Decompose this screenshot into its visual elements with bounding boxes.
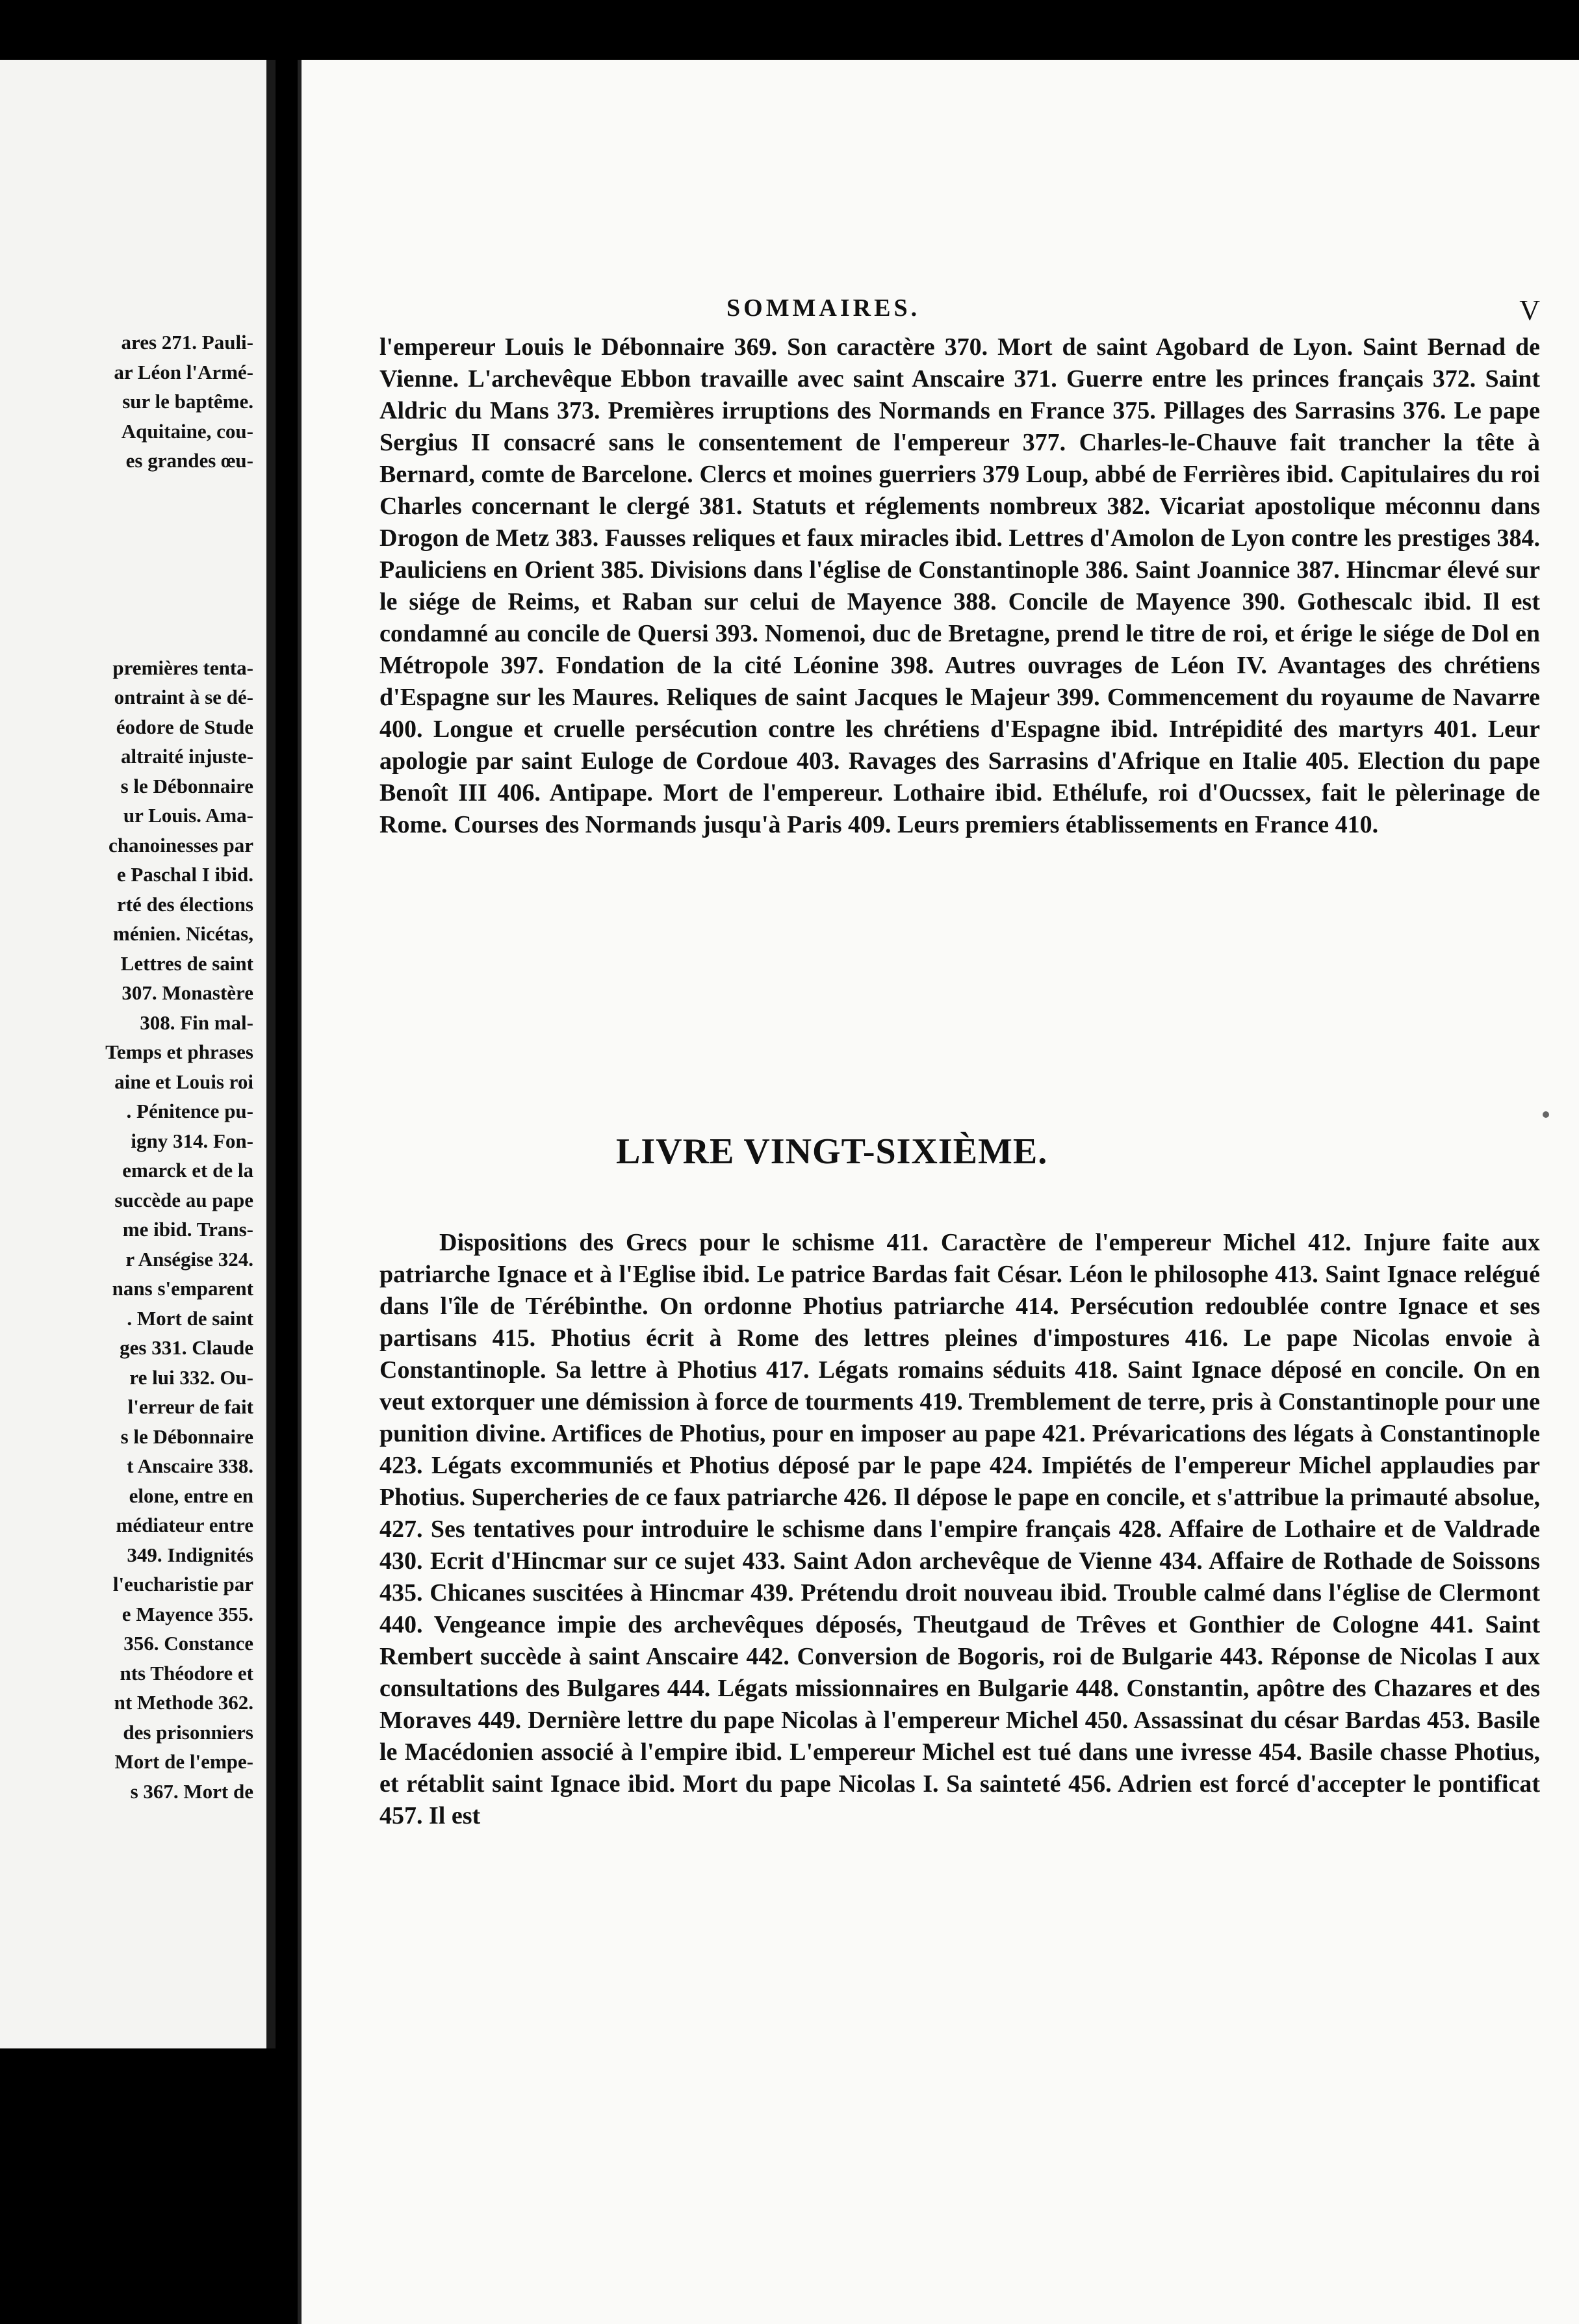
running-head <box>726 294 1540 326</box>
previous-page-line: elone, entre en <box>129 1484 253 1507</box>
page-number: V <box>1519 294 1540 326</box>
previous-page-line <box>0 535 253 565</box>
previous-page-line <box>0 594 253 624</box>
previous-page-line: Mort de l'empe- <box>114 1750 253 1773</box>
chapter-summary <box>379 1227 1540 1832</box>
previous-page-line <box>0 623 253 653</box>
current-page <box>298 60 1579 2324</box>
previous-page-line <box>0 505 253 535</box>
previous-page-line: re lui 332. Ou- <box>129 1365 253 1389</box>
previous-page-line: 349. Indignités <box>127 1543 253 1566</box>
previous-page-line: ur Louis. Ama- <box>123 804 253 827</box>
previous-page-line: s le Débonnaire <box>120 774 253 797</box>
previous-page-line: 308. Fin mal- <box>140 1011 253 1034</box>
previous-page-line: ges 331. Claude <box>120 1336 253 1359</box>
summary-continuation <box>379 331 1540 841</box>
previous-page-line: emarck et de la <box>122 1159 253 1181</box>
previous-page-text <box>0 328 253 1806</box>
ink-speck <box>1543 1111 1549 1118</box>
previous-page-line: r Anségise 324. <box>125 1247 253 1271</box>
previous-page-line: Aquitaine, cou- <box>121 419 253 443</box>
previous-page-line: altraité injuste- <box>120 745 253 768</box>
previous-page-line: igny 314. Fon- <box>131 1129 253 1152</box>
chapter-summary-paragraph: Dispositions des Grecs pour le schisme 411. Caractère de l'empereur Michel 412. Injure faite aux patriarche Ignace et à l'Eglise ibid. Le patrice Bardas fait César. Léon le philosophe 413. Saint Ignace relégué dans l'île de Térébinthe. On ordonne Photius patriarche 414. Persécution redoublée contre Ignace et ses partisans 415. Photius écrit à Rome des lettres pleines d'impostures 416. Le pape Nicolas envoie à Constantinople. Sa lettre à Photius 417. Légats romains séduits 418. Saint Ignace déposé en concile. On en veut extorquer une démission à force de tourments 419. Tremblement de terre, pris à Constantinople pour une punition divine. Artifices de Photius, pour en imposer au pape 421. Prévarications des légats à Constantinople 423. Légats excommuniés et Photius déposé par le pape 424. Impiétés de l'empereur Michel applaudies par Photius. Supercheries de ce faux patriarche 426. Il dépose le pape en concile, et s'attribue la primauté absolue, 427. Ses tentatives pour introduire le schisme dans l'empire français 428. Affaire de Lothaire et de Valdrade 430. Ecrit d'Hincmar sur ce sujet 433. Saint Adon archevêque de Vienne 434. Affaire de Rothade de Soissons 435. Chicanes suscitées à Hincmar 439. Prétendu droit nouveau ibid. Trouble calmé dans l'église de Clermont 440. Vengeance impie des archevêques déposés, Theutgaud de Trêves et Gonthier de Cologne 441. Saint Rembert succède à saint Anscaire 442. Conversion de Bogoris, roi de Bulgarie 443. Réponse de Nicolas I aux consultations des Bulgares 444. Légats missionnaires en Bulgarie 448. Constantin, apôtre des Chazares et des Moraves 449. Dernière lettre du pape Nicolas à l'empereur Michel 450. Assassinat du césar Bardas 453. Basile le Macédonien associé à l'empire ibid. L'empereur Michel est tué dans une ivresse 454. Basile chasse Photius, et rétablit saint Ignace ibid. Mort du pape Nicolas I. Sa sainteté 456. Adrien est forcé d'accepter le pontificat 457. Il est <box>379 1229 1540 1829</box>
previous-page-line: 307. Monastère <box>122 981 253 1004</box>
chapter-title: LIVRE VINGT-SIXIÈME. <box>616 1131 1048 1172</box>
previous-page-line: succède au pape <box>114 1188 253 1211</box>
previous-page-line: Temps et phrases <box>105 1040 253 1063</box>
previous-page-line: l'erreur de fait <box>127 1395 253 1418</box>
previous-page-line: 356. Constance <box>123 1632 253 1655</box>
previous-page-line: s 367. Mort de <box>130 1779 253 1803</box>
previous-page-line: ontraint à se dé- <box>114 686 253 708</box>
previous-page-line: Lettres de saint <box>120 951 253 975</box>
page-edge <box>298 60 302 2324</box>
page-gutter <box>266 60 276 2048</box>
previous-page-line: médiateur entre <box>116 1514 253 1536</box>
previous-page-line: l'eucharistie par <box>112 1573 253 1595</box>
previous-page-line: t Anscaire 338. <box>127 1454 253 1477</box>
previous-page-line: des prisonniers <box>123 1720 253 1744</box>
running-head-title: SOMMAIRES. <box>726 294 921 322</box>
previous-page-line: rté des élections <box>116 892 253 916</box>
summary-paragraph: l'empereur Louis le Débonnaire 369. Son caractère 370. Mort de saint Agobard de Lyon. Saint Bernad de Vienne. L'archevêque Ebbon travaille avec saint Anscaire 371. Guerre entre les princes français 372. Saint Aldric du Mans 373. Premières irruptions des Normands en France 375. Pillages des Sarrasins 376. Le pape Sergius II consacré sans le consentement de l'empereur 377. Charles-le-Chauve fait trancher la tête à Bernard, comte de Barcelone. Clercs et moines guerriers 379 Loup, abbé de Ferrières ibid. Capitulaires du roi Charles concernant le clergé 381. Statuts et réglements nombreux 382. Vicariat apostolique méconnu dans Drogon de Metz 383. Fausses reliques et faux miracles ibid. Lettres d'Amolon de Lyon contre les prestiges 384. Pauliciens en Orient 385. Divisions dans l'église de Constantinople 386. Saint Joannice 387. Hincmar élevé sur le siége de Reims, et Raban sur celui de Mayence 388. Concile de Mayence 390. Gothescalc ibid. Il est condamné au concile de Quersi 393. Nomenoi, duc de Bretagne, prend le titre de roi, et érige le siége de Dol en Métropole 397. Fondation de la cité Léonine 398. Autres ouvrages de Léon IV. Avantages des chrétiens d'Espagne sur les Maures. Reliques de saint Jacques le Majeur 399. Commencement du royaume de Navarre 400. Longue et cruelle persécution contre les chrétiens d'Espagne ibid. Intrépidité des martyrs 401. Leur apologie par saint Euloge de Cordoue 403. Ravages des Sarrasins d'Afrique en Italie 405. Election du pape Benoît III 406. Antipape. Mort de l'empereur. Lothaire ibid. Ethélufe, roi d'Oucssex, fait le pèlerinage de Rome. Courses des Normands jusqu'à Paris 409. Leurs premiers établissements en France 410. <box>379 333 1540 838</box>
previous-page-line: e Mayence 355. <box>122 1602 253 1625</box>
previous-page-line: ménien. Nicétas, <box>112 922 253 945</box>
previous-page-line: premières tenta- <box>112 656 253 679</box>
previous-page-line <box>0 564 253 594</box>
previous-page-line: s le Débonnaire <box>120 1425 253 1448</box>
previous-page-line: aine et Louis roi <box>114 1070 253 1093</box>
previous-page-line: nans s'emparent <box>112 1277 253 1300</box>
previous-page <box>0 60 276 2048</box>
previous-page-line: es grandes œu- <box>125 449 253 472</box>
previous-page-line: ar Léon l'Armé- <box>114 360 253 383</box>
previous-page-line: e Paschal I ibid. <box>116 863 253 886</box>
previous-page-line: me ibid. Trans- <box>122 1218 253 1241</box>
previous-page-line: nts Théodore et <box>120 1661 253 1685</box>
previous-page-line: . Pénitence pu- <box>126 1100 253 1122</box>
previous-page-line: nt Methode 362. <box>114 1691 253 1714</box>
previous-page-line: chanoinesses par <box>108 833 253 857</box>
previous-page-line: ares 271. Pauli- <box>121 331 253 354</box>
previous-page-line: sur le baptême. <box>122 390 253 413</box>
previous-page-line: . Mort de saint <box>127 1306 253 1330</box>
previous-page-line <box>0 476 253 506</box>
previous-page-line: éodore de Stude <box>116 715 253 738</box>
